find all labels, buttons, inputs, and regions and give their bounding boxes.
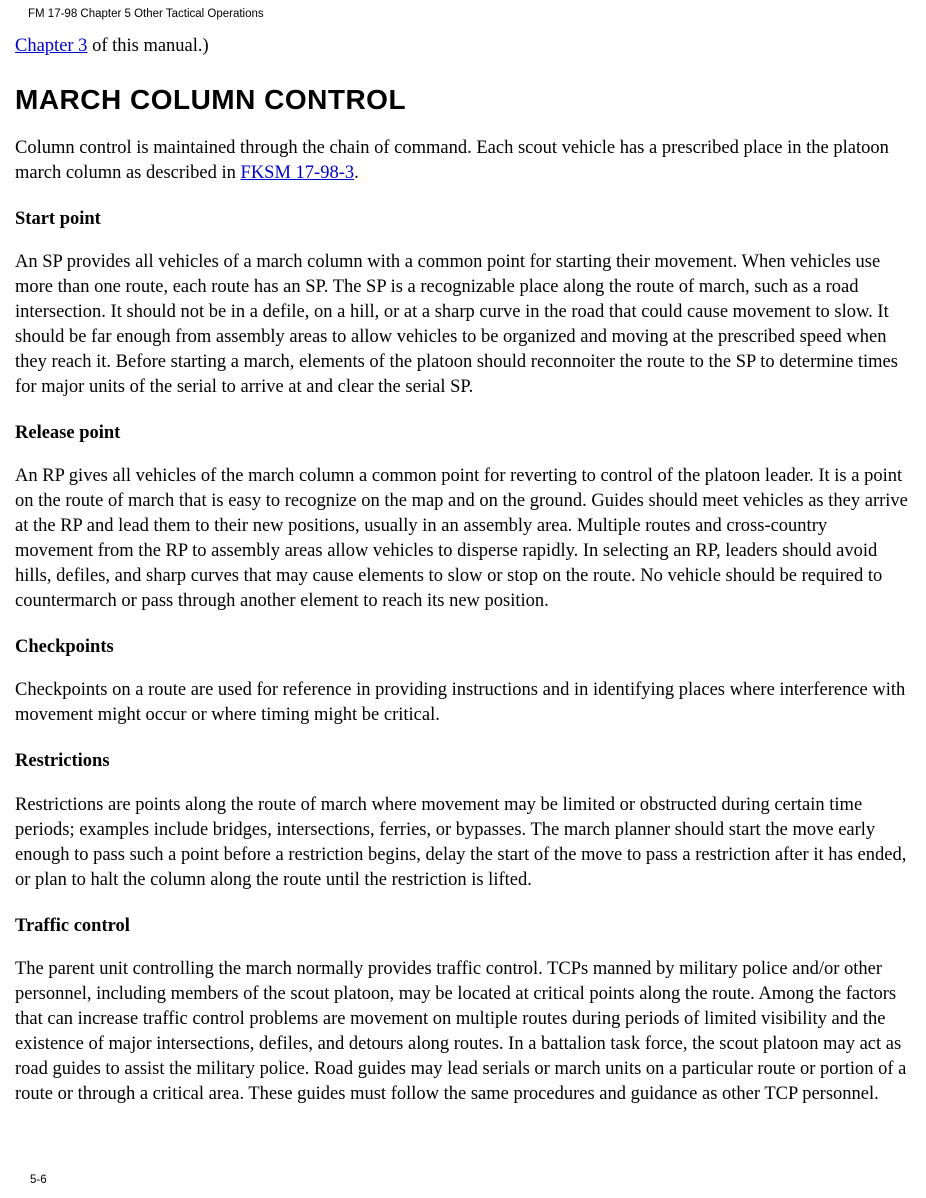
page-title: MARCH COLUMN CONTROL [15,84,407,115]
section-heading-start-point: Start point [15,208,101,229]
page-number: 5-6 [30,1174,47,1186]
section-body-restrictions: Restrictions are points along the route of march where movement may be limited or obstructed during certain time periods; examples include bridges, intersections, ferries, or bypasses. The march planner should start the move early enough to pass such a point before a restriction begins, delay the start of the move to pass a restriction after it has ended, or plan to halt the column along the route until the restriction is lifted. [15,794,907,890]
lead-paragraph [15,136,908,186]
chapter-3-link[interactable]: Chapter 3 [15,36,88,56]
section-traffic-control [15,915,908,1107]
section-heading-checkpoints: Checkpoints [15,637,114,658]
section-heading-restrictions: Restrictions [15,751,110,772]
fksm-17-98-3-link[interactable]: FKSM 17-98-3 [240,162,355,183]
section-body-release-point: An RP gives all vehicles of the march column a common point for reverting to control of the platoon leader. It is a point on the route of march that is easy to recognize on the map and on the ground. Guides should meet vehicles as they arrive at the RP and lead them to their new positions, usually in an assembly area. Multiple routes and cross-country movement from the RP to assembly areas allow vehicles to disperse rapidly. In selecting an RP, leaders should avoid hills, defiles, and sharp curves that may cause elements to slow or stop on the route. No vehicle should be required to countermarch or pass through another element to reach its new position. [15,466,908,612]
intro-text-after-link: of this manual.) [87,36,209,56]
section-checkpoints [15,636,908,728]
section-body-traffic-control: The parent unit controlling the march normally provides traffic control. TCPs manned by military police and/or other personnel, including members of the scout platoon, may be located at critical points along the route. Among the factors that can increase traffic control problems are movement on multiple routes during periods of limited visibility and the existence of major intersections, defiles, and detours along routes. In a battalion task force, the scout platoon may act as road guides to assist the military police. Road guides may lead serials or march units on a particular route or portion of a route or through a critical area. These guides must follow the same procedures and guidance as other TCP personnel. [15,958,907,1104]
section-restrictions [15,750,908,892]
intro-line [15,34,908,59]
section-heading-traffic-control: Traffic control [15,915,130,936]
section-release-point [15,422,908,614]
section-body-checkpoints: Checkpoints on a route are used for reference in providing instructions and in identifying places where interference with movement might occur or where timing might be critical. [15,680,906,726]
lead-text-before-link: Column control is maintained through the chain of command. Each scout vehicle has a prescribed place in the platoon march column as described in [15,137,889,183]
lead-text-after-link: . [354,162,359,183]
section-start-point [15,208,908,400]
document-header: FM 17-98 Chapter 5 Other Tactical Operations [28,8,264,20]
section-body-start-point: An SP provides all vehicles of a march column with a common point for starting their movement. When vehicles use more than one route, each route has an SP. The SP is a recognizable place along the route of march, such as a road intersection. It should not be in a defile, on a hill, or at a sharp curve in the road that could cause movement to slow. It should be far enough from assembly areas to allow vehicles to be organized and moving at the prescribed speed when they reach it. Before starting a march, elements of the platoon should reconnoiter the route to the SP to determine times for major units of the serial to arrive at and clear the serial SP. [15,251,898,397]
section-heading-release-point: Release point [15,422,121,443]
